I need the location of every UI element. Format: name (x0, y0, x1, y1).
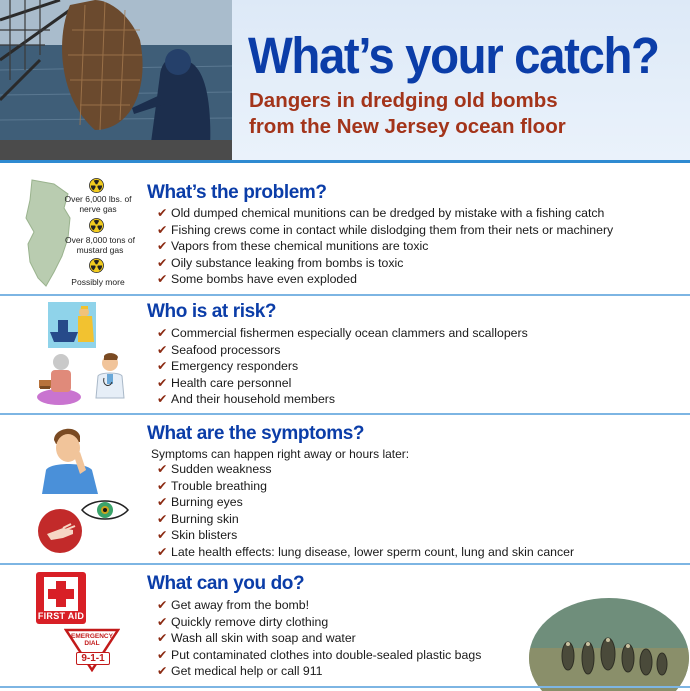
checkmark-icon: ✔ (157, 528, 168, 543)
list-item: ✔ Get medical help or call 911 (157, 664, 323, 679)
symptoms-heading: What are the symptoms? (147, 423, 365, 444)
map-label-possibly-more: Possibly more (71, 277, 125, 287)
risk-heading: Who is at risk? (147, 301, 277, 322)
header-divider (0, 160, 690, 163)
seafood-worker-icon (35, 352, 83, 406)
fishing-boat-photo (0, 0, 232, 160)
checkmark-icon: ✔ (157, 392, 168, 407)
section-divider (0, 413, 690, 415)
subtitle-line-2: from the New Jersey ocean floor (249, 115, 566, 138)
list-item: ✔ Wash all skin with soap and water (157, 631, 356, 646)
checkmark-icon: ✔ (157, 544, 168, 559)
page-subtitle (249, 88, 679, 140)
list-item: ✔ Burning skin (157, 511, 239, 526)
checkmark-icon: ✔ (157, 272, 168, 287)
checkmark-icon: ✔ (157, 664, 168, 679)
checkmark-icon: ✔ (157, 647, 168, 662)
subtitle-line-1: Dangers in dredging old bombs (249, 89, 558, 112)
actions-list (157, 597, 481, 680)
coughing-person-icon (40, 422, 104, 494)
section-divider (0, 294, 690, 296)
list-item: ✔ And their household members (157, 392, 336, 407)
list-item: ✔ Commercial fishermen especially ocean clammers and scallopers (157, 326, 528, 340)
page-title: What’s your catch? (248, 27, 659, 84)
list-item: ✔ Fishing crews come in contact while dislodging them from their nets or machinery (157, 222, 614, 237)
checkmark-icon: ✔ (157, 342, 168, 357)
checkmark-icon: ✔ (157, 614, 168, 629)
burned-hand-icon (37, 508, 83, 554)
list-item: ✔ Health care personnel (157, 375, 292, 390)
list-item: ✔ Late health effects: lung disease, lower sperm count, lung and skin cancer (157, 544, 575, 559)
seafloor-munitions-photo (528, 598, 690, 691)
symptoms-intro: Symptoms can happen right away or hours later: (151, 447, 410, 461)
header-banner (0, 0, 690, 160)
list-item: ✔ Put contaminated clothes into double-sealed plastic bags (157, 647, 482, 662)
checkmark-icon: ✔ (157, 511, 168, 526)
emergency-number: 9-1-1 (76, 652, 110, 665)
checkmark-icon: ✔ (157, 375, 168, 390)
doctor-icon (92, 352, 128, 400)
fisherman-boat-icon (48, 302, 96, 348)
list-item: ✔ Emergency responders (157, 359, 299, 374)
list-item: ✔ Skin blisters (157, 528, 238, 543)
checkmark-icon: ✔ (157, 598, 168, 612)
checkmark-icon: ✔ (157, 462, 168, 476)
eye-icon (80, 496, 130, 524)
list-item: ✔ Get away from the bomb! (157, 598, 310, 612)
footer-divider (0, 686, 690, 688)
list-item: ✔ Some bombs have even exploded (157, 272, 357, 287)
checkmark-icon: ✔ (157, 495, 168, 510)
section-divider (0, 563, 690, 565)
radiation-hazard-icon (89, 218, 104, 233)
list-item: ✔ Trouble breathing (157, 478, 267, 493)
problem-heading: What’s the problem? (147, 182, 327, 203)
list-item: ✔ Quickly remove dirty clothing (157, 614, 329, 629)
radiation-hazard-icon (89, 178, 104, 193)
checkmark-icon: ✔ (157, 631, 168, 646)
first-aid-label: FIRST AID (37, 611, 85, 621)
checkmark-icon: ✔ (157, 255, 168, 270)
checkmark-icon: ✔ (157, 326, 168, 340)
list-item: ✔ Seafood processors (157, 342, 281, 357)
list-item: ✔ Old dumped chemical munitions can be dredged by mistake with a fishing catch (157, 206, 605, 220)
checkmark-icon: ✔ (157, 239, 168, 254)
checkmark-icon: ✔ (157, 478, 168, 493)
list-item: ✔ Burning eyes (157, 495, 243, 510)
checkmark-icon: ✔ (157, 222, 168, 237)
list-item: ✔ Sudden weakness (157, 462, 272, 476)
checkmark-icon: ✔ (157, 359, 168, 374)
emergency-dial-label: EMERGENCY DIAL (71, 633, 113, 647)
checkmark-icon: ✔ (157, 206, 168, 220)
list-item: ✔ Oily substance leaking from bombs is toxic (157, 255, 404, 270)
risk-list (157, 325, 528, 408)
problem-list (157, 205, 613, 288)
map-label-mustard-gas: Over 8,000 tons of mustard gas (65, 235, 135, 255)
radiation-hazard-icon (89, 258, 104, 273)
actions-heading: What can you do? (147, 573, 305, 594)
list-item: ✔ Vapors from these chemical munitions are toxic (157, 239, 429, 254)
symptoms-list (157, 461, 574, 561)
map-label-nerve-gas: Over 6,000 lbs. of nerve gas (64, 194, 132, 214)
